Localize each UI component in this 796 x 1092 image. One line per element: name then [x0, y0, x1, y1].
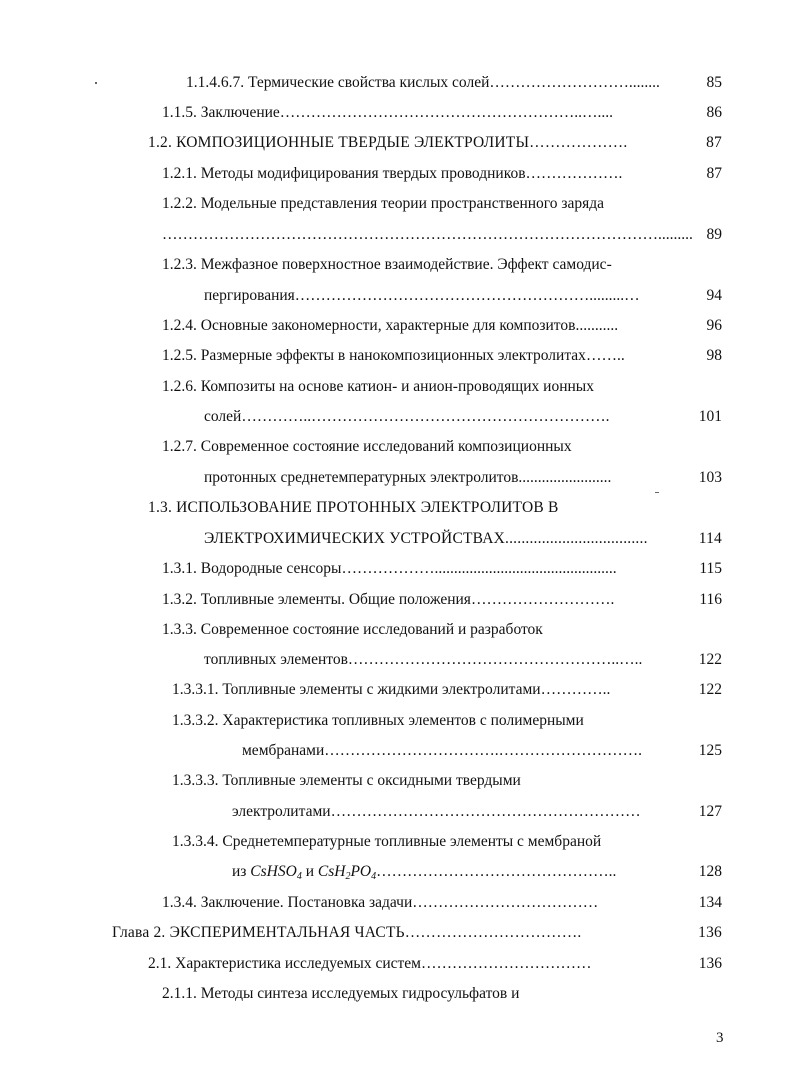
toc-entry-title: Глава 2. ЭКСПЕРИМЕНТАЛЬНАЯ ЧАСТЬ: [112, 924, 405, 941]
toc-leader-dots: ………………………………: [412, 894, 599, 911]
toc-page-number: 86: [706, 104, 722, 121]
toc-page-number: 116: [699, 591, 722, 608]
toc-page-number: 122: [698, 651, 722, 668]
toc-leader-dots: ………………………........: [489, 74, 660, 91]
toc-entry: [112, 923, 722, 943]
toc-entry-continuation: [204, 468, 722, 488]
toc-page-number: 136: [698, 924, 722, 941]
toc-leader-dots: ……………………………: [421, 955, 592, 972]
toc-entry: [162, 164, 722, 184]
toc-entry-continuation: [162, 225, 722, 245]
toc-leader-dots: ………………………………………………….........…: [294, 287, 640, 304]
toc-entry-title: 1.3.4. Заключение. Постановка задачи: [162, 894, 413, 911]
toc-entry: [162, 346, 722, 366]
toc-entry-title: 1.2.6. Композиты на основе катион- и анион-проводящих ионных: [162, 378, 594, 395]
toc-page-number: 127: [698, 803, 722, 820]
toc-page-number: 128: [698, 863, 722, 880]
toc-entry-title-cont: солей: [204, 408, 242, 425]
toc-page-number: 136: [698, 955, 722, 972]
toc-entry-formula-line: [232, 862, 376, 882]
toc-page-number: 115: [699, 560, 722, 577]
toc-entry-title-cont: электролитами: [232, 803, 331, 820]
toc-entry-title-cont: протонных среднетемпературных электролитов: [204, 469, 519, 486]
toc-entry-title: 1.2.4. Основные закономерности, характерные для композитов: [162, 317, 576, 334]
toc-entry-title-cont: мембранами: [242, 742, 325, 759]
toc-leader-dots: …………………………….……………………….: [324, 742, 643, 759]
toc-leader-dots: ........................: [518, 469, 612, 486]
formula-text: CsH: [317, 863, 346, 880]
toc-leader-dots: …………………………….: [404, 924, 582, 941]
toc-leader-dots: ……………………….: [470, 591, 615, 608]
toc-entry-continuation: [204, 286, 722, 306]
toc-entry: [148, 133, 722, 153]
toc-text-prefix: из: [232, 863, 251, 880]
toc-entry-continuation: [242, 741, 722, 761]
toc-leader-dots: …………………………………………………..…....: [279, 104, 614, 121]
toc-page-number: 134: [698, 894, 722, 911]
toc-page-number: 94: [706, 287, 722, 304]
toc-leader-dots: ……..: [585, 347, 625, 364]
formula-csh2po4: [318, 863, 376, 880]
toc-entry-title-cont: пергирования: [204, 287, 295, 304]
toc-leader-dots: ...................................: [505, 530, 648, 547]
toc-leader-dots: ………………………………………..: [376, 863, 617, 880]
toc-entry-title: 1.2.7. Современное состояние исследований композиционных: [162, 438, 572, 455]
toc-entry-continuation: [204, 650, 722, 670]
toc-entry-continuation: [232, 862, 722, 882]
toc-page-number: 122: [698, 681, 722, 698]
toc-leader-dots: ……………………………………………………: [330, 803, 641, 820]
toc-entry-title: 1.3.2. Топливные элементы. Общие положения: [162, 591, 471, 608]
toc-entry-title: 1.3.3.3. Топливные элементы с оксидными твердыми: [172, 772, 521, 789]
toc-entry-title: 1.3.3. Современное состояние исследований и разработок: [162, 621, 543, 638]
toc-entry-title-cont: топливных элементов: [204, 651, 348, 668]
toc-entry-continuation: [232, 802, 722, 822]
toc-leader-dots: …………..………………………………………………….: [241, 408, 610, 425]
toc-entry-title: 1.3. ИСПОЛЬЗОВАНИЕ ПРОТОННЫХ ЭЛЕКТРОЛИТОВ В: [148, 499, 559, 516]
toc-leader-dots: ……………………………………………..…..: [347, 651, 643, 668]
formula-subscript: 4: [296, 871, 302, 882]
toc-leader-dots: …………………………………………………………………………………….........: [162, 226, 693, 243]
page-number: 3: [716, 1030, 724, 1046]
toc-page-number: 114: [698, 530, 722, 547]
toc-entry-title: 1.2.2. Модельные представления теории пространственного заряда: [162, 195, 605, 212]
toc-entry: [162, 316, 722, 336]
toc-entry-title: 1.3.1. Водородные сенсоры: [162, 560, 342, 577]
toc-leader-dots: ……………….: [525, 165, 623, 182]
toc-page-number: 101: [698, 408, 722, 425]
toc-entry: [162, 893, 722, 913]
toc-leader-dots: ……………….: [529, 134, 628, 151]
toc-entry-title: 1.2.1. Методы модифицирования твердых проводников: [162, 165, 526, 182]
toc-entry-continuation: [204, 529, 722, 549]
toc-page-number: 96: [706, 317, 722, 334]
toc-entry: [172, 680, 722, 700]
toc-page-number: 87: [706, 165, 722, 182]
toc-entry-title: 2.1. Характеристика исследуемых систем: [148, 955, 421, 972]
formula-cshso4: [250, 863, 302, 880]
toc-entry: [148, 954, 722, 974]
toc-text-and: и: [301, 863, 318, 880]
toc-entry-title: 1.3.3.2. Характеристика топливных элементов с полимерными: [172, 712, 584, 729]
toc-page-number: 103: [698, 469, 722, 486]
toc-entry-title: 1.2.5. Размерные эффекты в нанокомпозиционных электролитах: [162, 347, 586, 364]
toc-entry-continuation: [204, 407, 722, 427]
formula-subscript: 4: [371, 871, 377, 882]
toc-entry-title: 1.1.5. Заключение: [162, 104, 280, 121]
toc-entry-title: 1.2. КОМПОЗИЦИОННЫЕ ТВЕРДЫЕ ЭЛЕКТРОЛИТЫ: [148, 134, 530, 151]
toc-entry-title: 1.2.3. Межфазное поверхностное взаимодействие. Эффект самодис-: [162, 256, 612, 273]
toc-entry: [162, 559, 722, 579]
scan-speck: [95, 82, 97, 84]
toc-entry: [162, 103, 722, 123]
toc-entry-title: 1.3.3.1. Топливные элементы с жидкими электролитами: [172, 681, 541, 698]
scan-speck: [655, 492, 659, 493]
toc-page-number: 89: [706, 226, 722, 243]
toc-page-number: 125: [698, 742, 722, 759]
toc-leader-dots: …………..: [540, 681, 611, 698]
toc-leader-dots: ...........: [575, 317, 619, 334]
toc-page-number: 98: [706, 347, 722, 364]
toc-leader-dots: ………………...............................................: [341, 560, 617, 577]
formula-subscript: 2: [345, 871, 351, 882]
formula-text: PO: [350, 863, 372, 880]
toc-page-number: 87: [706, 134, 722, 151]
formula-text: CsHSO: [250, 863, 297, 880]
toc-entry-title-cont: ЭЛЕКТРОХИМИЧЕСКИХ УСТРОЙСТВАХ: [204, 530, 506, 547]
toc-entry-title: 1.1.4.6.7. Термические свойства кислых солей: [186, 74, 490, 91]
toc-entry: [186, 73, 722, 93]
toc-page-number: 85: [706, 74, 722, 91]
toc-entry-title: 2.1.1. Методы синтеза исследуемых гидросульфатов и: [162, 985, 520, 1002]
toc-entry-title: 1.3.3.4. Среднетемпературные топливные элементы с мембраной: [172, 833, 602, 850]
toc-entry: [162, 590, 722, 610]
